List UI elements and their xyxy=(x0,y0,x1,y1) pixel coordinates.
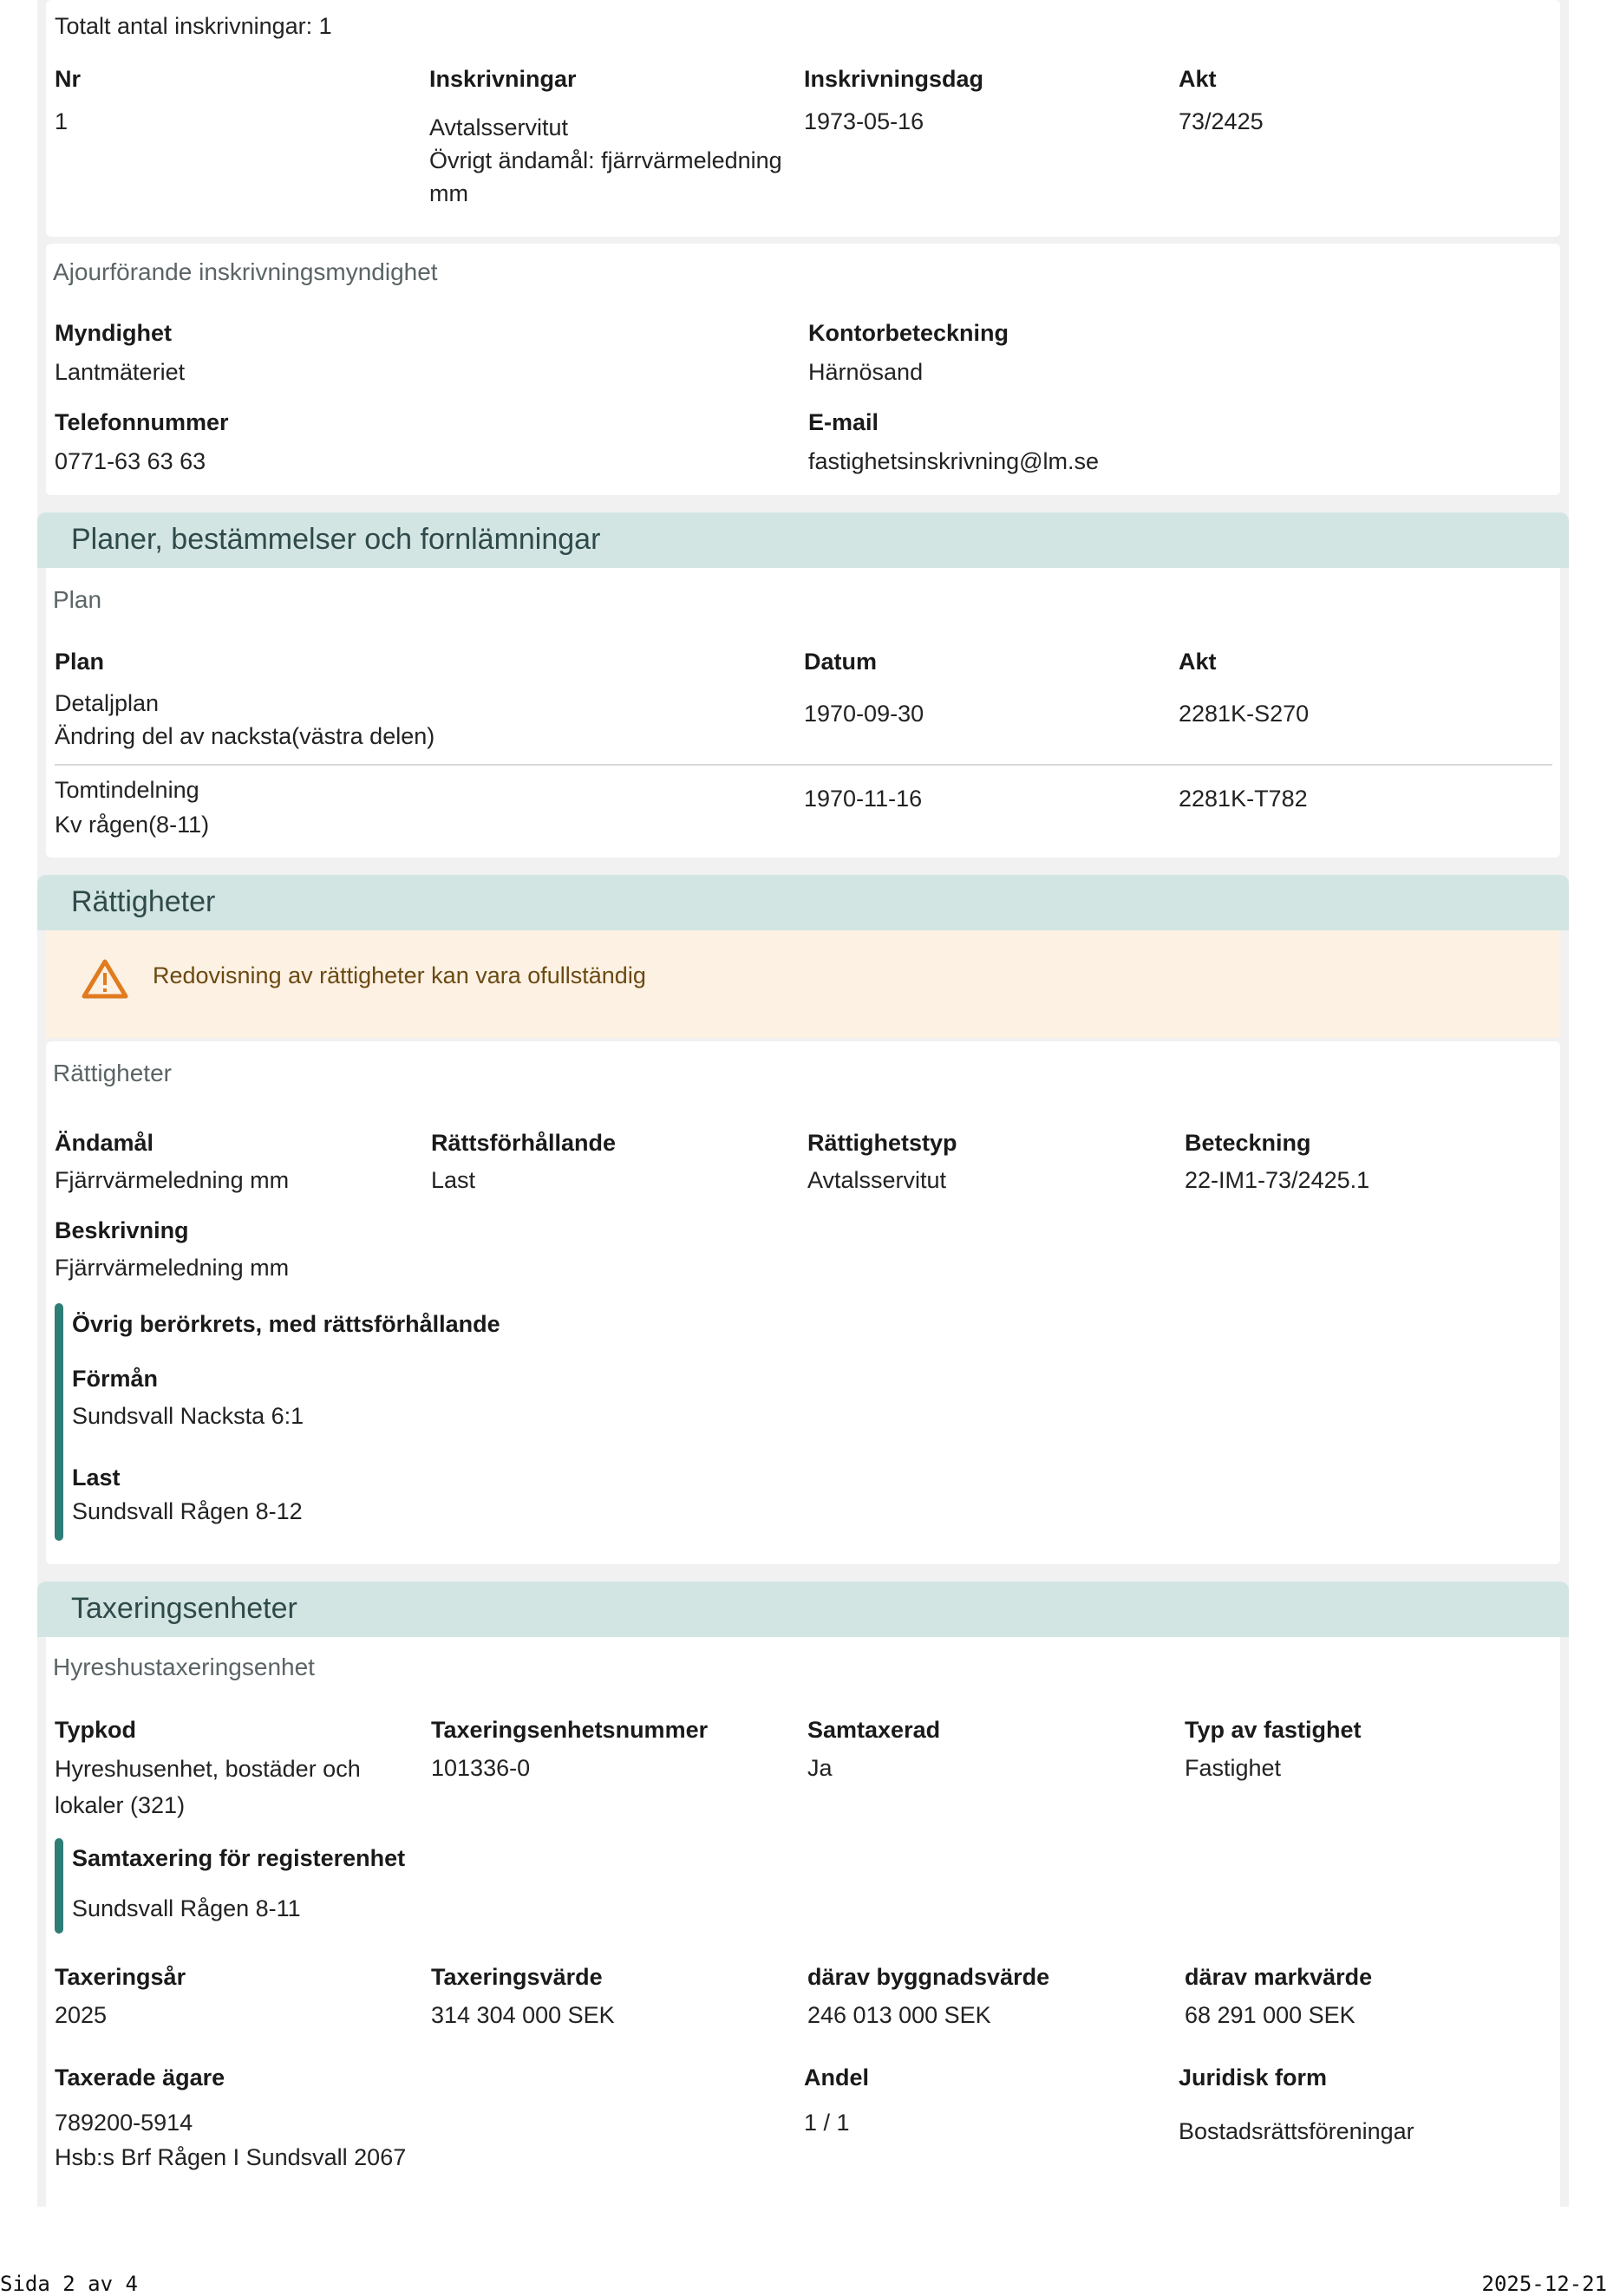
header-agare: Taxerade ägare xyxy=(55,2064,225,2091)
taxering-section-header xyxy=(37,1582,1569,1637)
header-inskrivningsdag: Inskrivningsdag xyxy=(804,66,983,93)
beteckning-value: 22-IM1-73/2425.1 xyxy=(1185,1163,1369,1197)
beskrivning-value: Fjärrvärmeledning mm xyxy=(55,1250,289,1285)
andel-value: 1 / 1 xyxy=(804,2105,850,2140)
header-byggnadsvarde: därav byggnadsvärde xyxy=(807,1964,1049,1991)
typkod-line: lokaler (321) xyxy=(55,1787,361,1823)
header-inskrivningar: Inskrivningar xyxy=(429,66,577,93)
kontor-label: Kontorbeteckning xyxy=(808,320,1009,347)
taxering-subtitle: Hyreshustaxeringsenhet xyxy=(53,1654,315,1681)
agare-name: Hsb:s Brf Rågen I Sundsvall 2067 xyxy=(55,2140,406,2175)
header-rattsforhallande: Rättsförhållande xyxy=(431,1130,616,1157)
row-inskrivning-line: Avtalsservitut xyxy=(429,111,782,144)
taxeringsar-value: 2025 xyxy=(55,1998,107,2032)
rattigheter-section-title: Rättigheter xyxy=(71,885,215,919)
header-enhetsnummer: Taxeringsenhetsnummer xyxy=(431,1717,708,1744)
last-label: Last xyxy=(72,1464,121,1491)
planer-section-header xyxy=(37,512,1569,568)
planer-section-title: Planer, bestämmelser och fornlämningar xyxy=(71,523,600,557)
row-inskrivning-line: mm xyxy=(429,177,782,210)
plan-type: Detaljplan xyxy=(55,687,434,720)
enhetsnummer-value: 101336-0 xyxy=(431,1751,530,1785)
samtaxering-accent-bar xyxy=(55,1838,63,1934)
plan-name: Kv rågen(8-11) xyxy=(55,807,209,842)
markvarde-value: 68 291 000 SEK xyxy=(1185,1998,1355,2032)
total-count: Totalt antal inskrivningar: 1 xyxy=(55,9,332,43)
row-nr: 1 xyxy=(55,104,68,139)
header-markvarde: därav markvärde xyxy=(1185,1964,1372,1991)
berorkrets-title: Övrig berörkrets, med rättsförhållande xyxy=(72,1311,500,1338)
row-akt: 73/2425 xyxy=(1179,104,1264,139)
rattigheter-subtitle: Rättigheter xyxy=(53,1060,172,1087)
row-dag: 1973-05-16 xyxy=(804,104,924,139)
email-value: fastighetsinskrivning@lm.se xyxy=(808,444,1099,479)
agare-value xyxy=(55,2105,406,2175)
plan-datum: 1970-11-16 xyxy=(804,781,922,816)
forman-label: Förmån xyxy=(72,1366,158,1393)
telefon-label: Telefonnummer xyxy=(55,409,229,436)
plan-row-2 xyxy=(55,773,209,842)
email-label: E-mail xyxy=(808,409,879,436)
samtaxerad-value: Ja xyxy=(807,1751,833,1785)
plan-type: Tomtindelning xyxy=(55,773,209,807)
row-inskrivning-line: Övrigt ändamål: fjärrvärmeledning xyxy=(429,144,782,177)
rattigheter-card xyxy=(46,1041,1560,1564)
agare-orgnr: 789200-5914 xyxy=(55,2105,406,2140)
andamal-value: Fjärrvärmeledning mm xyxy=(55,1163,289,1197)
header-plan: Plan xyxy=(55,649,104,675)
juridisk-form-value: Bostadsrättsföreningar xyxy=(1179,2114,1414,2149)
header-taxeringsvarde: Taxeringsvärde xyxy=(431,1964,603,1991)
header-datum: Datum xyxy=(804,649,877,675)
berorkrets-accent-bar xyxy=(55,1303,63,1541)
header-typkod: Typkod xyxy=(55,1717,136,1744)
header-plan-akt: Akt xyxy=(1179,649,1217,675)
rattighetstyp-value: Avtalsservitut xyxy=(807,1163,946,1197)
header-typ-fastighet: Typ av fastighet xyxy=(1185,1717,1362,1744)
plan-akt: 2281K-T782 xyxy=(1179,781,1308,816)
taxering-section-title: Taxeringsenheter xyxy=(71,1592,297,1626)
page-number: Sida 2 av 4 xyxy=(0,2272,138,2296)
byggnadsvarde-value: 246 013 000 SEK xyxy=(807,1998,991,2032)
plan-subtitle: Plan xyxy=(53,586,101,614)
myndighet-title: Ajourförande inskrivningsmyndighet xyxy=(53,258,438,286)
warning-icon xyxy=(81,957,129,1001)
telefon-value: 0771-63 63 63 xyxy=(55,444,206,479)
header-rattighetstyp: Rättighetstyp xyxy=(807,1130,957,1157)
typkod-value xyxy=(55,1751,361,1823)
myndighet-label: Myndighet xyxy=(55,320,172,347)
warning-text: Redovisning av rättigheter kan vara ofullständig xyxy=(153,962,646,989)
header-juridisk-form: Juridisk form xyxy=(1179,2064,1327,2091)
plan-row-1 xyxy=(55,687,434,753)
taxeringsvarde-value: 314 304 000 SEK xyxy=(431,1998,615,2032)
row-divider xyxy=(55,764,1552,766)
header-nr: Nr xyxy=(55,66,81,93)
typkod-line: Hyreshusenhet, bostäder och xyxy=(55,1751,361,1787)
print-date: 2025-12-21 xyxy=(1482,2272,1607,2296)
forman-value: Sundsvall Nacksta 6:1 xyxy=(72,1399,304,1433)
plan-name: Ändring del av nacksta(västra delen) xyxy=(55,720,434,753)
header-beteckning: Beteckning xyxy=(1185,1130,1311,1157)
beskrivning-label: Beskrivning xyxy=(55,1217,189,1244)
plan-akt: 2281K-S270 xyxy=(1179,696,1309,731)
samtaxering-value: Sundsvall Rågen 8-11 xyxy=(72,1891,301,1926)
plan-datum: 1970-09-30 xyxy=(804,696,924,731)
rattsforhallande-value: Last xyxy=(431,1163,475,1197)
row-inskrivning xyxy=(429,111,782,210)
typ-fastighet-value: Fastighet xyxy=(1185,1751,1281,1785)
kontor-value: Härnösand xyxy=(808,355,923,389)
rattigheter-section-header xyxy=(37,875,1569,930)
last-value: Sundsvall Rågen 8-12 xyxy=(72,1494,303,1529)
samtaxering-title: Samtaxering för registerenhet xyxy=(72,1845,405,1872)
header-taxeringsar: Taxeringsår xyxy=(55,1964,186,1991)
header-andel: Andel xyxy=(804,2064,869,2091)
header-andamal: Ändamål xyxy=(55,1130,154,1157)
header-akt: Akt xyxy=(1179,66,1217,93)
header-samtaxerad: Samtaxerad xyxy=(807,1717,940,1744)
myndighet-value: Lantmäteriet xyxy=(55,355,185,389)
